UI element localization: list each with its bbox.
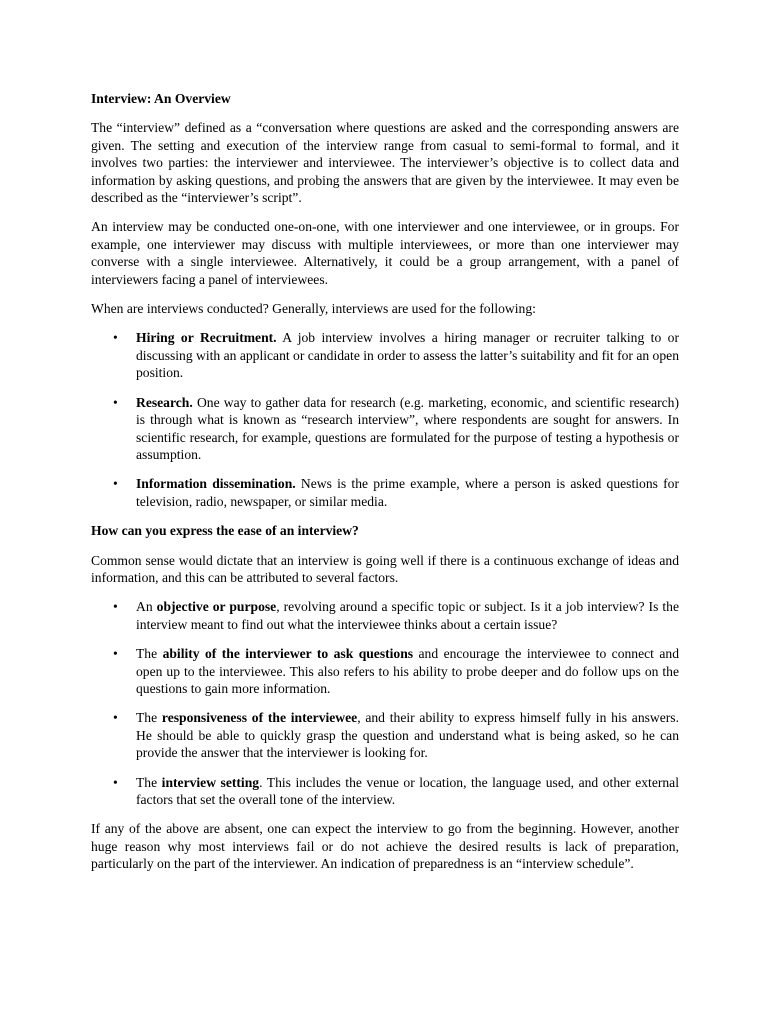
document-title: Interview: An Overview [91, 91, 231, 106]
list-item-term: objective or purpose [156, 599, 277, 615]
intro-paragraph: The “interview” defined as a “conversation where questions are asked and the corresponding answers are given. The setting and execution of the interview range from casual to semi-formal to formal, and it involves two parties: the interviewer and interviewee. The interviewer’s objective is to collect data and information by asking questions, and probing the answers that are given by the interviewee. It may even be described as the “interviewer’s script”. [91, 120, 679, 206]
list-item [91, 598, 679, 633]
list-item-term: Information dissemination. [136, 476, 296, 492]
list-item [91, 774, 679, 809]
list-item-term: Hiring or Recruitment. [136, 330, 277, 346]
list-item-term: Research. [136, 394, 193, 410]
uses-list [91, 329, 679, 510]
list-item [91, 394, 679, 464]
list-item-term: interview setting [161, 774, 260, 790]
bullet-icon: • [113, 774, 118, 790]
factors-intro-paragraph: Common sense would dictate that an interview is going well if there is a continuous exchange of ideas and information, and this can be attributed to several factors. [91, 552, 679, 585]
bullet-icon: • [113, 330, 118, 346]
list-item-prefix: The [136, 774, 162, 790]
list-item [91, 645, 679, 697]
list-item [91, 709, 679, 761]
bullet-icon: • [113, 646, 118, 662]
list-item-term: ability of the interviewer to ask questions [162, 646, 414, 662]
factors-list [91, 598, 679, 808]
bullet-icon: • [113, 710, 118, 726]
bullet-icon: • [113, 394, 118, 410]
list-item-text: and encourage the interviewee to connect and open up to the interviewee. This also refers to his ability to probe deeper and do follow ups on the questions to gain more information. [136, 646, 679, 696]
list-item-text: A job interview involves a hiring manager or recruiter talking to or discussing with an applicant or candidate in order to assess the latter’s suitability and fit for an open position. [136, 330, 679, 381]
format-paragraph: An interview may be conducted one-on-one, with one interviewer and one interviewee, or in groups. For example, one interviewer may discuss with multiple interviewees, or more than one interviewer may converse with a single interviewee. Alternatively, it could be a group arrangement, with a panel of interviewers facing a panel of interviewees. [91, 219, 679, 287]
section-subheading: How can you express the ease of an interview? [91, 523, 359, 539]
document-page [91, 90, 679, 885]
list-item-text: . This includes the venue or location, the language used, and other external factors that set the overall tone of the interview. [136, 774, 679, 807]
list-item-term: responsiveness of the interviewee [161, 710, 358, 726]
list-item [91, 329, 679, 381]
list-item-text: One way to gather data for research (e.g. marketing, economic, and scientific research) is through what is known as “research interview”, where respondents are sought for answers. In scientific research, for example, questions are formulated for the purpose of testing a hypothesis or assumption. [136, 394, 679, 462]
list-item [91, 475, 679, 510]
bullet-icon: • [113, 476, 118, 492]
list-item-text: News is the prime example, where a person is asked questions for television, radio, newspaper, or similar media. [136, 476, 679, 509]
closing-paragraph: If any of the above are absent, one can expect the interview to go from the beginning. However, another huge reason why most interviews fail or do not achieve the desired results is lack of preparation, particularly on the part of the interviewer. An indication of preparedness is an “interview schedule”. [91, 821, 679, 872]
list-item-text: , revolving around a specific topic or subject. Is it a job interview? Is the interview meant to find out what the interviewee thinks about a certain issue? [136, 599, 679, 632]
uses-intro-paragraph: When are interviews conducted? Generally, interviews are used for the following: [91, 301, 536, 317]
list-item-text: , and their ability to express himself fully in his answers. He should be able to quickly grasp the question and understand what is being asked, so he can provide the answer that the interviewer is looking for. [136, 710, 679, 761]
bullet-icon: • [113, 599, 118, 615]
list-item-prefix: The [136, 710, 162, 726]
list-item-prefix: An [136, 599, 157, 615]
list-item-prefix: The [136, 646, 163, 662]
